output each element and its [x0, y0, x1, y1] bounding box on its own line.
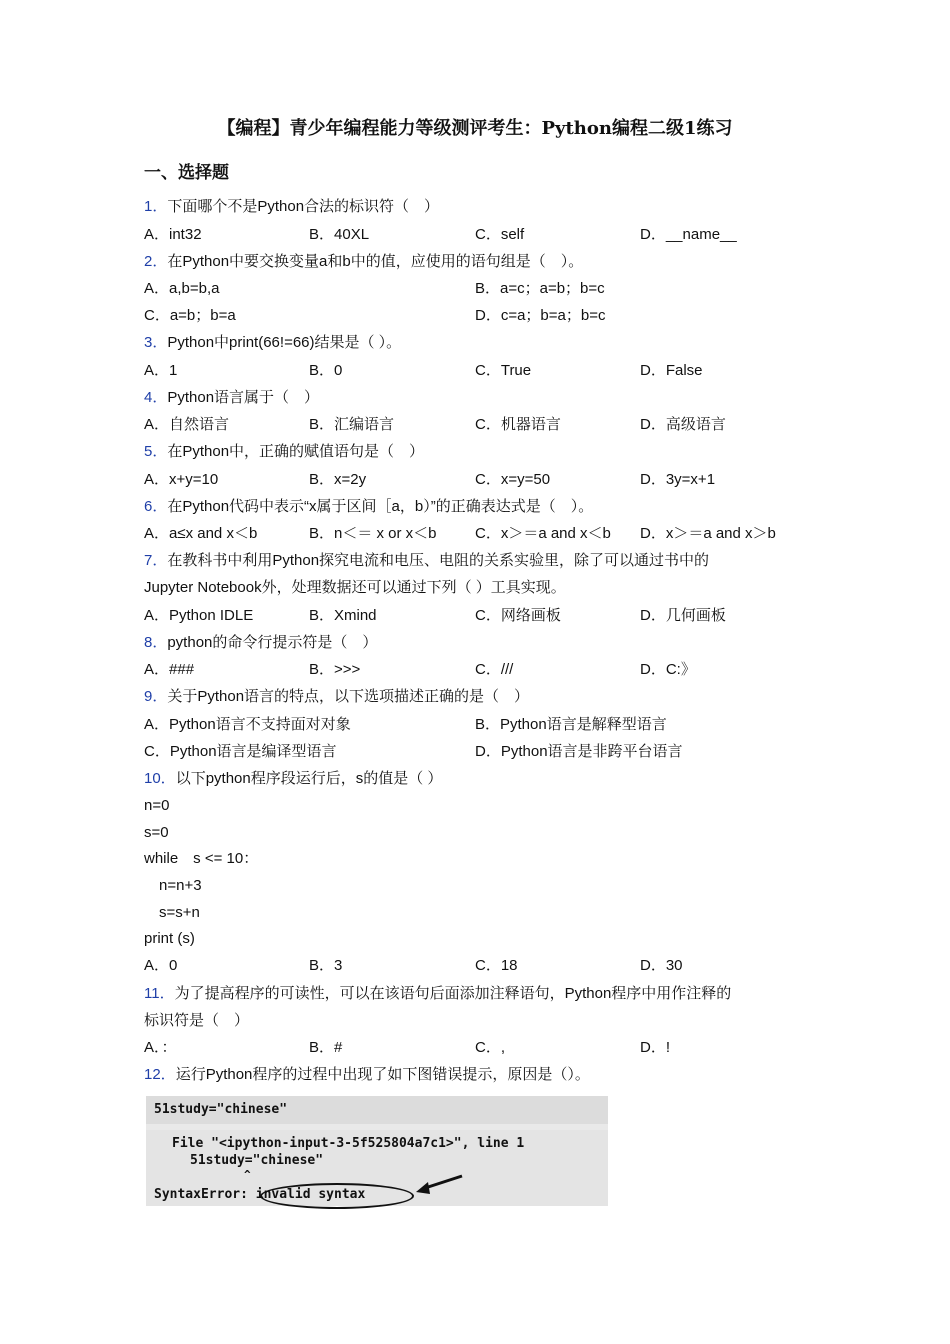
option-c: C．网络画板	[475, 607, 561, 624]
option-d: D．!	[640, 1039, 671, 1056]
question-text: 在Python中，正确的赋值语句是（ ）	[167, 443, 425, 460]
option-b: B．40XL	[309, 226, 370, 243]
option-a: A．a,b=b,a	[144, 280, 220, 297]
question-4	[144, 388, 319, 408]
question-6	[144, 497, 593, 517]
option-b: B．x=2y	[309, 471, 367, 488]
option-d: D．30	[640, 957, 683, 974]
option-d: D．3y=x+1	[640, 471, 716, 488]
question-text: 在Python代码中表示“x属于区间［a，b）”的正确表达式是（ ）。	[167, 498, 594, 515]
question-text: 在教科书中利用Python探究电流和电压、电阻的关系实验里，除了可以通过书中的	[167, 552, 710, 569]
option-d: D．__name__	[640, 226, 737, 243]
question-10	[144, 769, 442, 789]
option-a: A．自然语言	[144, 416, 230, 433]
option-a: A．：	[144, 1039, 177, 1056]
question-7	[144, 551, 709, 571]
option-a: A．###	[144, 661, 195, 678]
option-a: A．Python语言不支持面对对象	[144, 716, 351, 733]
option-d: D．C:》	[640, 661, 696, 678]
question-number: 5．	[144, 443, 168, 460]
question-number: 4．	[144, 389, 168, 406]
question-8	[144, 633, 377, 653]
question-text: Python中print(66!=66)结果是（ ）。	[167, 334, 402, 351]
option-b: B．Python语言是解释型语言	[475, 716, 667, 733]
question-text: python的命令行提示符是（ ）	[167, 634, 378, 651]
question-text: 关于Python语言的特点，以下选项描述正确的是（ ）	[167, 688, 530, 705]
question-5	[144, 442, 424, 462]
question-text: 下面哪个不是Python合法的标识符（ ）	[167, 198, 440, 215]
question-text: Python语言属于（ ）	[167, 389, 320, 406]
question-text: 在Python中要交换变量a和b中的值，应使用的语句组是（ ）。	[167, 253, 584, 270]
code-line: print (s)	[144, 930, 195, 947]
option-b: B．汇编语言	[309, 416, 395, 433]
question-11	[144, 984, 731, 1004]
question-number: 11．	[144, 985, 175, 1002]
option-a: A．x+y=10	[144, 471, 219, 488]
option-b: B．0	[309, 362, 343, 379]
code-cell-text: 51study="chinese"	[154, 1102, 288, 1117]
question-text: 为了提高程序的可读性，可以在该语句后面添加注释语句，Python程序中用作注释的	[174, 985, 732, 1002]
option-b: B．Xmind	[309, 607, 377, 624]
arrow-icon	[414, 1174, 464, 1196]
question-text: 运行Python程序的过程中出现了如下图错误提示，原因是（）。	[175, 1066, 590, 1083]
code-line: n=n+3	[159, 877, 202, 894]
code-line: s=s+n	[159, 904, 200, 921]
code-line: s=0	[144, 824, 169, 841]
option-c: C．///	[475, 661, 514, 678]
question-2	[144, 252, 583, 272]
question-text-continued: Jupyter Notebook外，处理数据还可以通过下列（ ）工具实现。	[144, 579, 566, 596]
section-heading: 一、选择题	[144, 163, 229, 183]
question-number: 2．	[144, 253, 168, 270]
option-c: C．x=y=50	[475, 471, 551, 488]
error-screenshot	[146, 1096, 608, 1206]
option-d: D．x＞＝a and x＞b	[640, 525, 776, 542]
traceback-code-line: 51study="chinese"	[190, 1153, 324, 1168]
highlight-ellipse	[260, 1183, 414, 1209]
option-b: B．3	[309, 957, 343, 974]
caret-marker: ^	[244, 1168, 251, 1181]
option-a: A．1	[144, 362, 178, 379]
traceback-file-line: File "<ipython-input-3-5f525804a7c1>", line 1	[172, 1136, 525, 1151]
option-a: A．int32	[144, 226, 202, 243]
question-number: 7．	[144, 552, 168, 569]
code-line: while s <= 10：	[144, 850, 259, 867]
question-3	[144, 333, 401, 353]
option-b: B．a=c；a=b；b=c	[475, 280, 605, 297]
option-d: D．False	[640, 362, 703, 379]
option-d: D．c=a；b=a；b=c	[475, 307, 606, 324]
question-number: 8．	[144, 634, 168, 651]
option-c: C．x＞＝a and x＜b	[475, 525, 611, 542]
option-c: C．,	[475, 1039, 506, 1056]
option-a: A．a≤x and x＜b	[144, 525, 258, 542]
page-title: 【编程】青少年编程能力等级测评考生：Python编程二级1练习	[217, 118, 733, 139]
question-text: 以下python程序段运行后，s的值是（ ）	[175, 770, 443, 787]
syntax-error-line: SyntaxError: invalid syntax	[154, 1187, 366, 1202]
option-d: D．高级语言	[640, 416, 726, 433]
option-b: B．>>>	[309, 661, 361, 678]
option-c: C．True	[475, 362, 532, 379]
question-number: 12．	[144, 1066, 176, 1083]
question-text-continued: 标识符是（ ）	[144, 1012, 250, 1029]
option-b: B．n＜＝ x or x＜b	[309, 525, 437, 542]
option-c: C．机器语言	[475, 416, 561, 433]
question-9	[144, 687, 529, 707]
option-c: C．Python语言是编译型语言	[144, 743, 337, 760]
option-a: A．Python IDLE	[144, 607, 254, 624]
option-c: C．a=b；b=a	[144, 307, 236, 324]
option-d: D．几何画板	[640, 607, 726, 624]
question-1	[144, 197, 439, 217]
option-a: A．0	[144, 957, 178, 974]
code-line: n=0	[144, 797, 170, 814]
question-number: 6．	[144, 498, 168, 515]
question-12	[144, 1065, 590, 1085]
option-c: C．self	[475, 226, 525, 243]
option-d: D．Python语言是非跨平台语言	[475, 743, 683, 760]
question-number: 1．	[144, 198, 168, 215]
question-number: 3．	[144, 334, 168, 351]
option-c: C．18	[475, 957, 518, 974]
option-b: B．#	[309, 1039, 343, 1056]
question-number: 10．	[144, 770, 176, 787]
question-number: 9．	[144, 688, 168, 705]
